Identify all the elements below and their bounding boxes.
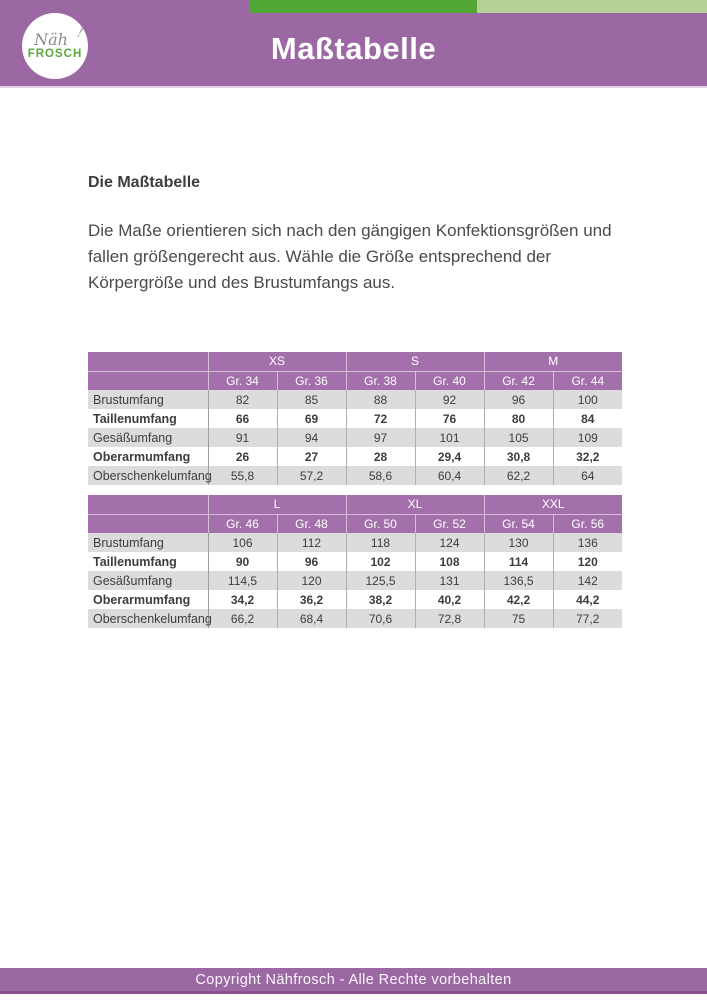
measure-value: 131 (415, 571, 484, 590)
measure-value: 142 (553, 571, 622, 590)
measure-value: 32,2 (553, 447, 622, 466)
measure-value: 92 (415, 390, 484, 409)
measure-value: 124 (415, 533, 484, 552)
page-title: Maßtabelle (270, 31, 437, 66)
measure-row (88, 409, 622, 428)
measure-value: 29,4 (415, 447, 484, 466)
table-corner-cell (88, 514, 208, 533)
measure-row (88, 571, 622, 590)
size-column-header: Gr. 52 (415, 514, 484, 533)
measure-value: 112 (277, 533, 346, 552)
size-column-header: Gr. 48 (277, 514, 346, 533)
size-table-2 (88, 495, 622, 628)
measure-row (88, 609, 622, 628)
measure-value: 82 (208, 390, 277, 409)
size-column-header: Gr. 36 (277, 371, 346, 390)
measure-value: 34,2 (208, 590, 277, 609)
measure-value: 36,2 (277, 590, 346, 609)
measure-label: Oberschenkelumfang (88, 466, 208, 485)
size-group-header: L (208, 495, 346, 514)
table-corner-cell (88, 371, 208, 390)
measure-value: 100 (553, 390, 622, 409)
measure-value: 136 (553, 533, 622, 552)
page-header (0, 0, 707, 88)
measure-value: 68,4 (277, 609, 346, 628)
measure-value: 66 (208, 409, 277, 428)
header-accent-bar (249, 0, 707, 13)
needle-icon: ! (74, 25, 85, 41)
page-footer (0, 968, 707, 994)
measure-value: 85 (277, 390, 346, 409)
measure-value: 109 (553, 428, 622, 447)
measure-value: 76 (415, 409, 484, 428)
measure-value: 38,2 (346, 590, 415, 609)
measure-value: 94 (277, 428, 346, 447)
logo-brand-text: FROSCH (27, 47, 83, 60)
measure-value: 97 (346, 428, 415, 447)
measure-value: 136,5 (484, 571, 553, 590)
measure-label: Gesäßumfang (88, 428, 208, 447)
naehfrosch-logo (22, 13, 88, 79)
measure-value: 42,2 (484, 590, 553, 609)
measure-label: Gesäßumfang (88, 571, 208, 590)
measure-label: Taillenumfang (88, 409, 208, 428)
measure-value: 84 (553, 409, 622, 428)
accent-bar-dark-segment (249, 0, 477, 13)
measure-label: Oberarmumfang (88, 590, 208, 609)
size-group-header: XS (208, 352, 346, 371)
measure-value: 80 (484, 409, 553, 428)
measure-row (88, 590, 622, 609)
measure-row (88, 428, 622, 447)
measure-value: 70,6 (346, 609, 415, 628)
measure-value: 120 (553, 552, 622, 571)
measure-value: 30,8 (484, 447, 553, 466)
measure-value: 96 (484, 390, 553, 409)
section-heading: Die Maßtabelle (88, 174, 201, 191)
size-column-header: Gr. 42 (484, 371, 553, 390)
measure-value: 101 (415, 428, 484, 447)
measure-value: 72 (346, 409, 415, 428)
size-group-header: XXL (484, 495, 622, 514)
measure-value: 27 (277, 447, 346, 466)
intro-paragraph: Die Maße orientieren sich nach den gängigen Konfektionsgrößen und fallen größengerecht aus. Wähle die Größe entsprechend der Körpergröße und des Brustumfangs aus. (88, 221, 612, 292)
measure-value: 102 (346, 552, 415, 571)
logo-script-text: Näh ! (34, 25, 85, 49)
measure-value: 105 (484, 428, 553, 447)
measure-value: 44,2 (553, 590, 622, 609)
measure-value: 62,2 (484, 466, 553, 485)
measure-label: Brustumfang (88, 390, 208, 409)
measure-value: 60,4 (415, 466, 484, 485)
measure-label: Oberschenkelumfang (88, 609, 208, 628)
measure-value: 28 (346, 447, 415, 466)
size-column-header: Gr. 38 (346, 371, 415, 390)
measure-label: Brustumfang (88, 533, 208, 552)
measure-value: 114,5 (208, 571, 277, 590)
measure-value: 69 (277, 409, 346, 428)
measure-value: 114 (484, 552, 553, 571)
measure-value: 91 (208, 428, 277, 447)
accent-bar-light-segment (477, 0, 707, 13)
size-group-header: M (484, 352, 622, 371)
measure-value: 66,2 (208, 609, 277, 628)
measure-value: 75 (484, 609, 553, 628)
size-column-header: Gr. 56 (553, 514, 622, 533)
measure-value: 90 (208, 552, 277, 571)
size-column-header: Gr. 34 (208, 371, 277, 390)
measure-value: 72,8 (415, 609, 484, 628)
size-table-1 (88, 352, 622, 485)
measure-value: 120 (277, 571, 346, 590)
measure-value: 130 (484, 533, 553, 552)
measure-value: 106 (208, 533, 277, 552)
measure-value: 125,5 (346, 571, 415, 590)
measure-value: 26 (208, 447, 277, 466)
measure-value: 108 (415, 552, 484, 571)
table-corner-cell (88, 352, 208, 371)
measure-row (88, 466, 622, 485)
measure-value: 64 (553, 466, 622, 485)
measure-row (88, 447, 622, 466)
measure-row (88, 390, 622, 409)
copyright-text: Copyright Nähfrosch - Alle Rechte vorbehalten (195, 971, 512, 988)
measure-value: 118 (346, 533, 415, 552)
measure-value: 57,2 (277, 466, 346, 485)
measure-row (88, 533, 622, 552)
measure-value: 88 (346, 390, 415, 409)
size-group-header: XL (346, 495, 484, 514)
size-column-header: Gr. 44 (553, 371, 622, 390)
measure-value: 40,2 (415, 590, 484, 609)
size-column-header: Gr. 54 (484, 514, 553, 533)
size-column-header: Gr. 46 (208, 514, 277, 533)
size-group-header: S (346, 352, 484, 371)
measure-label: Oberarmumfang (88, 447, 208, 466)
size-column-header: Gr. 40 (415, 371, 484, 390)
measure-value: 55,8 (208, 466, 277, 485)
measure-row (88, 552, 622, 571)
measure-value: 58,6 (346, 466, 415, 485)
size-column-header: Gr. 50 (346, 514, 415, 533)
measure-value: 96 (277, 552, 346, 571)
table-corner-cell (88, 495, 208, 514)
measure-label: Taillenumfang (88, 552, 208, 571)
measure-value: 77,2 (553, 609, 622, 628)
